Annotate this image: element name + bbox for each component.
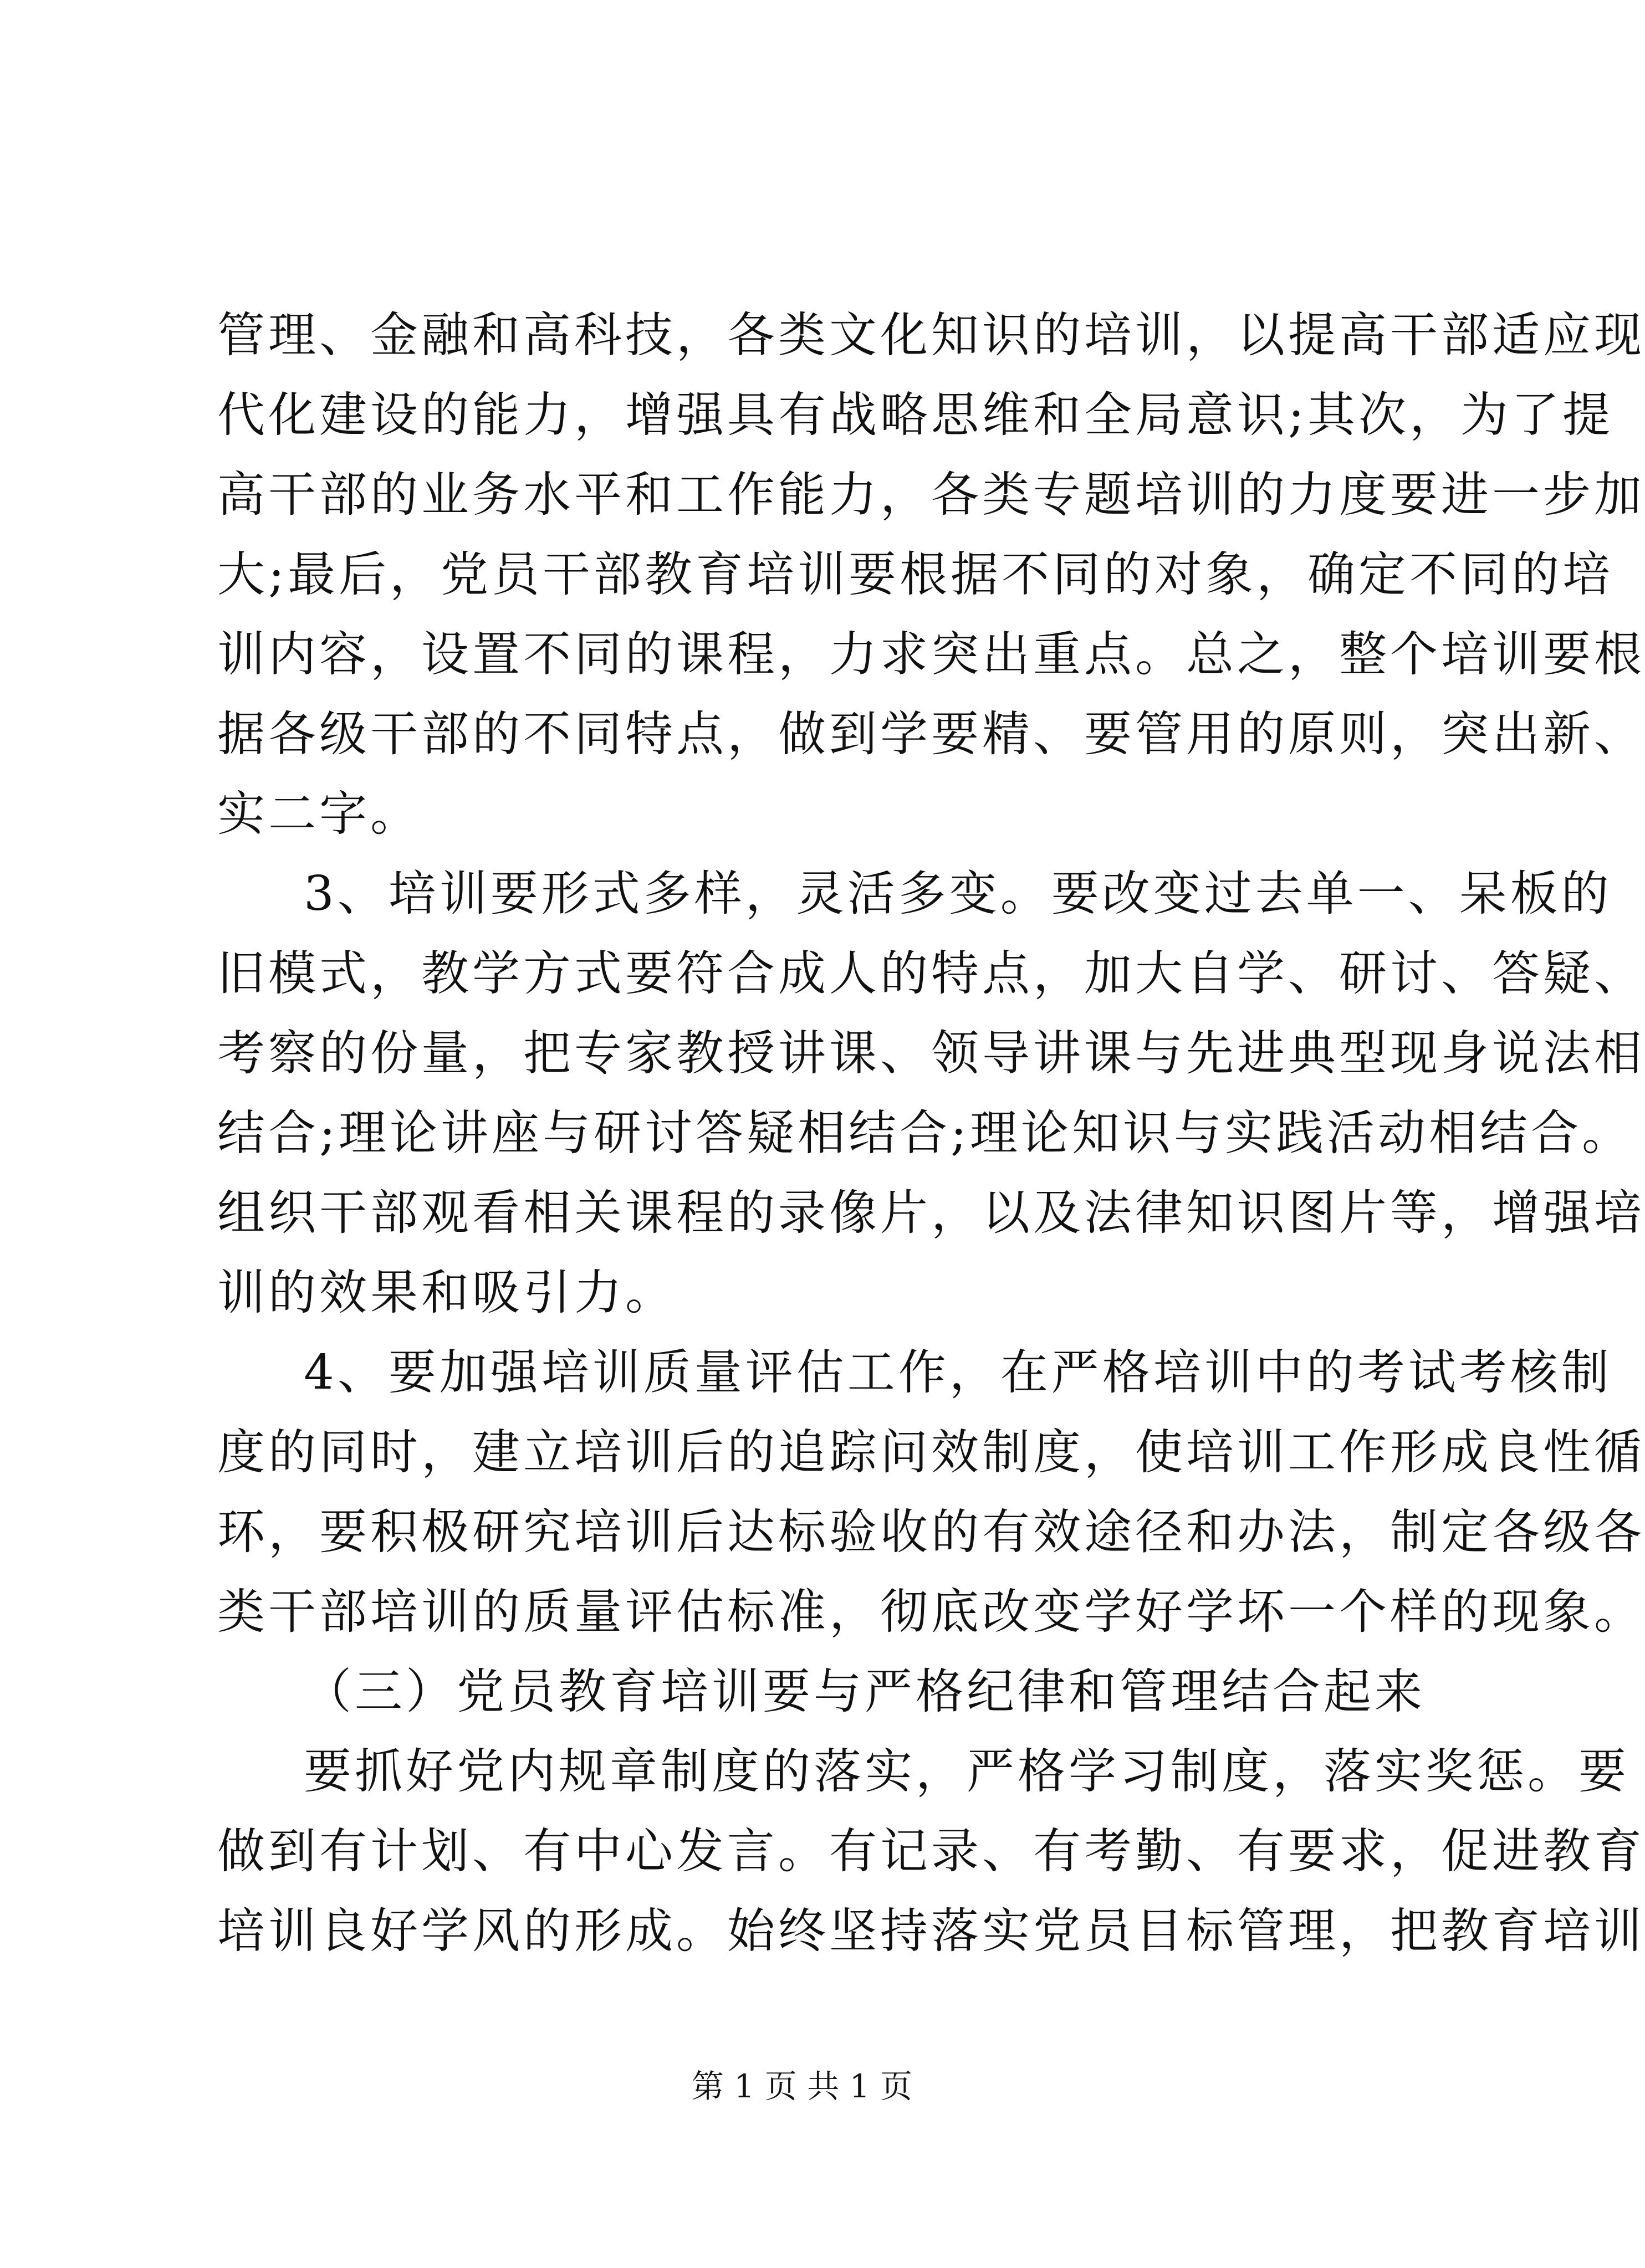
text-line-10: 考察的份量，把专家教授讲课、领导讲课与先进典型现身说法相 bbox=[217, 1026, 1645, 1081]
text-line-15: 度的同时，建立培训后的追踪问效制度，使培训工作形成良性循 bbox=[217, 1425, 1645, 1480]
text-line-11: 结合;理论讲座与研讨答疑相结合;理论知识与实践活动相结合。 bbox=[217, 1105, 1633, 1161]
text-line-4: 大;最后，党员干部教育培训要根据不同的对象，确定不同的培 bbox=[217, 547, 1613, 602]
text-line-20: 做到有计划、有中心发言。有记录、有考勤、有要求，促进教育 bbox=[217, 1824, 1645, 1879]
text-line-2: 代化建设的能力，增强具有战略思维和全局意识;其次，为了提 bbox=[217, 387, 1613, 443]
text-line-13: 训的效果和吸引力。 bbox=[217, 1265, 676, 1320]
paragraph-3-first-line: 3、培训要形式多样，灵活多变。要改变过去单一、呆板的 bbox=[304, 866, 1612, 921]
paragraph-4-first-line: 4、要加强培训质量评估工作，在严格培训中的考试考核制 bbox=[304, 1345, 1612, 1400]
section-heading: （三）党员教育培训要与严格纪律和管理结合起来 bbox=[304, 1664, 1426, 1719]
text-line-3: 高干部的业务水平和工作能力，各类专题培训的力度要进一步加 bbox=[217, 467, 1645, 523]
text-line-9: 旧模式，教学方式要符合成人的特点，加大自学、研讨、答疑、 bbox=[217, 946, 1645, 1001]
text-line-1: 管理、金融和高科技，各类文化知识的培训，以提高干部适应现 bbox=[217, 308, 1645, 363]
page-footer: 第 1 页 共 1 页 bbox=[692, 2067, 912, 2105]
paragraph-5-first-line: 要抓好党内规章制度的落实，严格学习制度，落实奖惩。要 bbox=[304, 1744, 1629, 1799]
text-line-5: 训内容，设置不同的课程，力求突出重点。总之，整个培训要根 bbox=[217, 627, 1645, 682]
text-line-21: 培训良好学风的形成。始终坚持落实党员目标管理，把教育培训 bbox=[217, 1903, 1645, 1959]
text-line-17: 类干部培训的质量评估标准，彻底改变学好学坏一个样的现象。 bbox=[217, 1584, 1645, 1640]
text-line-6: 据各级干部的不同特点，做到学要精、要管用的原则，突出新、 bbox=[217, 706, 1645, 762]
text-line-16: 环，要积极研究培训后达标验收的有效途径和办法，制定各级各 bbox=[217, 1504, 1645, 1560]
text-line-12: 组织干部观看相关课程的录像片，以及法律知识图片等，增强培 bbox=[217, 1185, 1645, 1241]
text-line-7: 实二字。 bbox=[217, 786, 421, 842]
